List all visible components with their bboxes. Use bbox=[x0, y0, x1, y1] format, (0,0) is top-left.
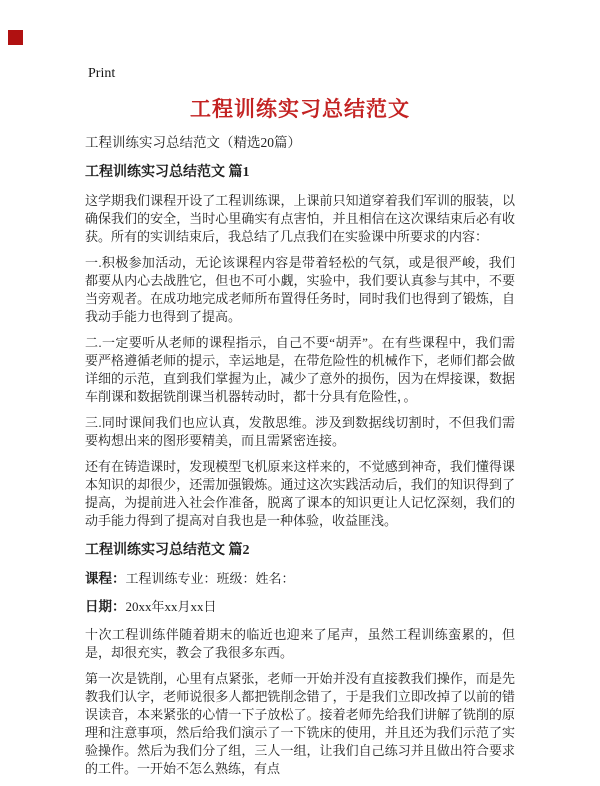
paragraph: 第一次是铣削，心里有点紧张，老师一开始并没有直接教我们操作，而是先教我们认字，老师说很多人都把铣削念错了，于是我们立即改掉了以前的错误读音，本来紧张的心情一下子放松了。接着老师先给我们讲解了铣削的原理和注意事项，然后给我们演示了一下铣床的使用，并且还为我们示范了实验操作。然后为我们分了组，三人一组，让我们自己练习并且做出符合要求的工件。一开始不怎么熟练，有点 bbox=[85, 671, 515, 776]
document-content bbox=[85, 96, 515, 786]
course-label: 课程： bbox=[85, 571, 126, 586]
print-button[interactable]: Print bbox=[88, 66, 116, 81]
paragraph: 二.一定要听从老师的课程指示，自己不要“胡弄”。在有些课程中，我们需要严格遵循老师的提示，幸运地是，在带危险性的机械作下，老师们都会做详细的示范，直到我们掌握为止，减少了意外的损伤，因为在焊接课，数据车削课和数据铣削课当机器转动时，都十分具有危险性，。 bbox=[85, 335, 515, 404]
date-line bbox=[85, 598, 515, 616]
paragraph: 这学期我们课程开设了工程训练课，上课前只知道穿着我们军训的服装，以确保我们的安全，当时心里确实有点害怕，并且相信在这次课结束后必有收获。所有的实训结束后，我总结了几点我们在实验课中所要求的内容： bbox=[85, 193, 515, 244]
date-value: 20xx年xx月xx日 bbox=[125, 599, 217, 614]
paragraph: 三.同时课间我们也应认真，发散思维。涉及到数据线切割时，不但我们需要构想出来的图形要精美，而且需紧密连接。 bbox=[85, 415, 515, 448]
date-label: 日期： bbox=[85, 599, 126, 614]
paragraph: 一.积极参加活动，无论该课程内容是带着轻松的气氛，或是很严峻，我们都要从内心去战胜它，但也不可小觑，实验中，我们要认真参与其中，不要当旁观者。在成功地完成老师所布置得任务时，同时我们也得到了锻炼，自我动手能力也得到了提高。 bbox=[85, 255, 515, 324]
section2-heading: 工程训练实习总结范文 篇2 bbox=[85, 543, 250, 558]
red-square-icon bbox=[8, 30, 23, 45]
section1-heading: 工程训练实习总结范文 篇1 bbox=[85, 165, 250, 180]
paragraph: 还有在铸造课时，发现模型飞机原来这样来的，不觉感到神奇，我们懂得课本知识的却很少，还需加强锻炼。通过这次实践活动后，我们的知识得到了提高，为提前进入社会作准备，脱离了课本的知识更让人记忆深刻，我们的动手能力得到了提高对自我也是一种体验，收益匪浅。 bbox=[85, 459, 515, 528]
page-title: 工程训练实习总结范文 bbox=[190, 97, 410, 121]
course-value: 工程训练专业：班级：姓名： bbox=[125, 571, 295, 586]
doc-subtitle: 工程训练实习总结范文（精选20篇） bbox=[85, 135, 301, 150]
course-line bbox=[85, 570, 515, 588]
paragraph: 十次工程训练伴随着期末的临近也迎来了尾声，虽然工程训练蛮累的，但是，却很充实，教会了我很多东西。 bbox=[85, 627, 515, 660]
